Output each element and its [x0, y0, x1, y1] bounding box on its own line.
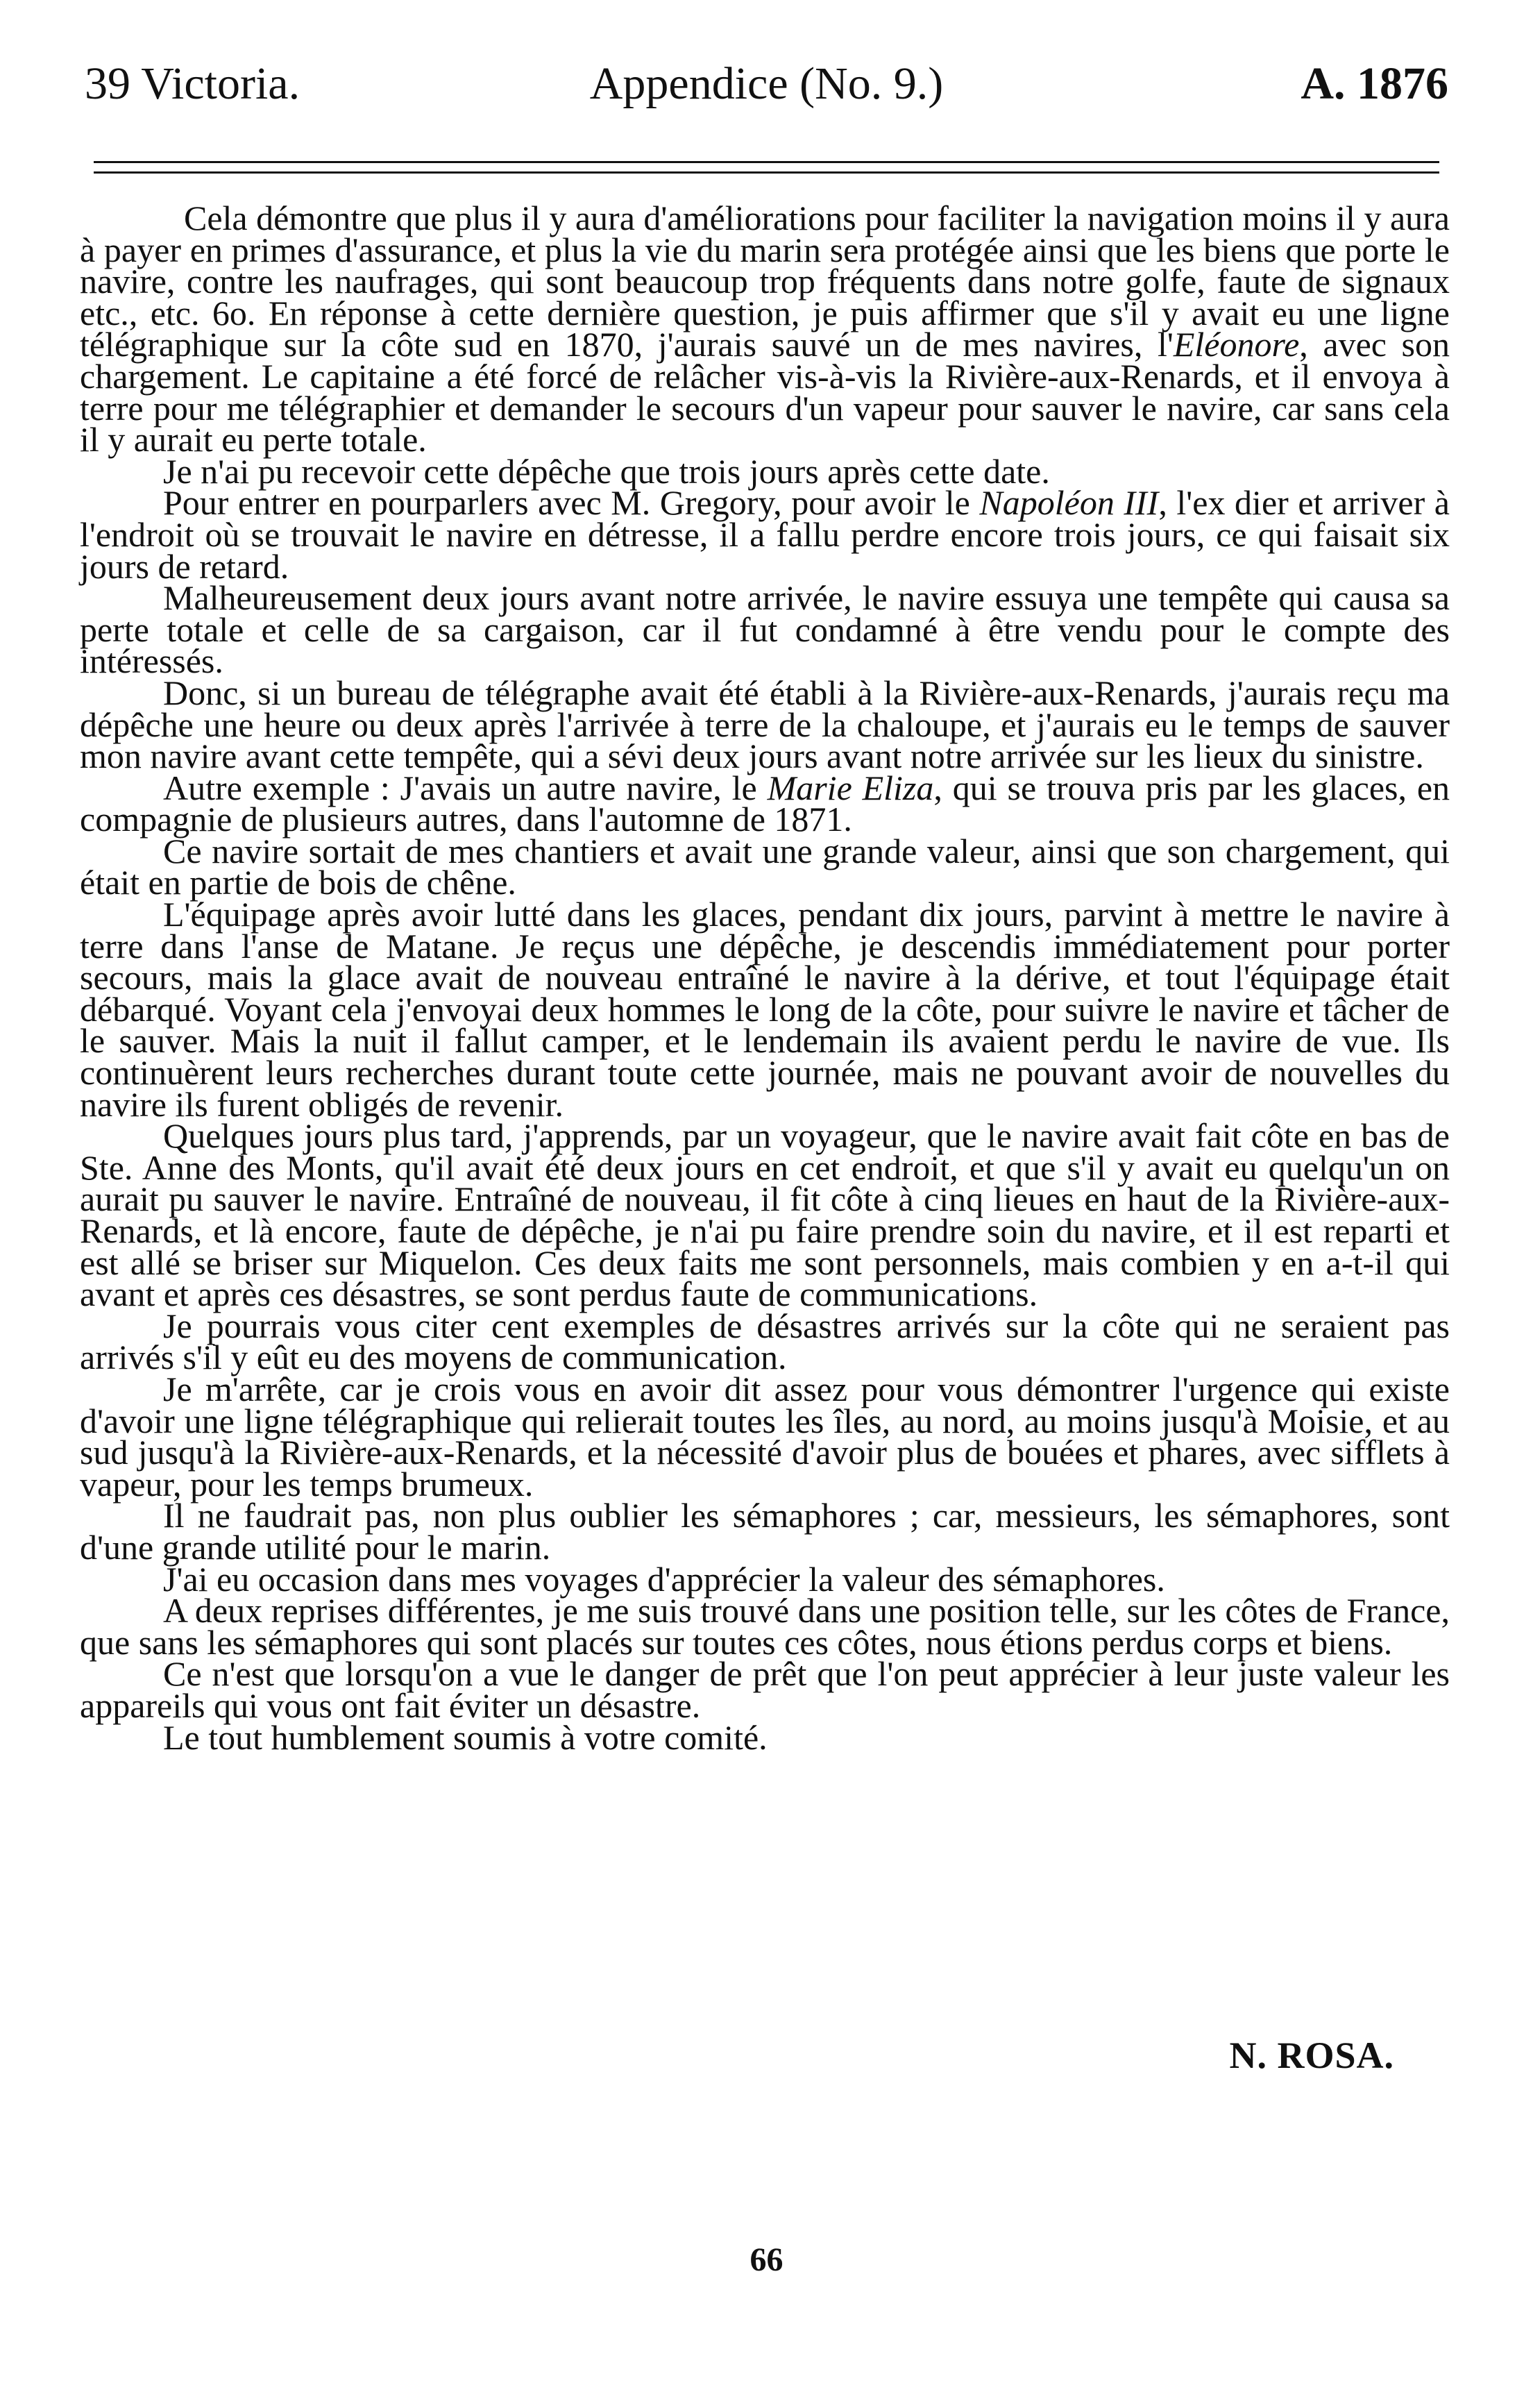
paragraph-text: Cela démontre que plus il y aura d'améliorations pour faciliter la navigation moins il y aura à payer en primes d'assurance, et plus la vie du marin sera protégée ainsi que les biens que porte le navire, contre les naufrages, qui sont beaucoup trop fréquents dans notre golfe, faute de signaux etc., etc. 6o. En réponse à cette dernière question, je puis affirmer que s'il y avait eu une ligne télégraphique sur la côte sud en 1870, j'aurais sauvé un de mes navires, l': [80, 199, 1450, 364]
paragraph-text: , l'ex dier et arriver à l'endroit où se trouvait le navire en détresse, il a fallu perdre encore trois jours, ce qui faisait six jours de retard.: [80, 483, 1450, 586]
paragraph-4: Malheureusement deux jours avant notre arrivée, le navire essuya une tempête qui causa sa perte totale et celle de sa cargaison, car il fut condamné à être vendu pour le compte des intéressés.: [80, 578, 1450, 681]
page-header: [85, 46, 1448, 122]
paragraph-16: Le tout humblement soumis à votre comité.: [163, 1717, 768, 1757]
letter-body: [80, 199, 1450, 1757]
paragraph-13: J'ai eu occasion dans mes voyages d'apprécier la valeur des sémaphores.: [163, 1559, 1165, 1599]
paragraph-3: [80, 483, 1450, 586]
ship-name: Napoléon III: [979, 483, 1159, 523]
paragraph-10: Je pourrais vous citer cent exemples de désastres arrivés sur la côte qui ne seraient pas arrivés s'il y eût eu des moyens de communication.: [80, 1306, 1450, 1377]
paragraph-2: Je n'ai pu recevoir cette dépêche que trois jours après cette date.: [163, 451, 1050, 491]
paragraph-7: Ce navire sortait de mes chantiers et avait une grande valeur, ainsi que son chargement, qui était en partie de bois de chêne.: [80, 831, 1450, 902]
paragraph-15: Ce n'est que lorsqu'on a vue le danger de prêt que l'on peut apprécier à leur juste valeur les appareils qui vous ont fait éviter un désastre.: [80, 1654, 1450, 1725]
paragraph-8: L'équipage après avoir lutté dans les glaces, pendant dix jours, parvint à mettre le navire à terre dans l'anse de Matane. Je reçus une dépêche, je descendis immédiatement pour porter secours, mais la glace avait de nouveau entraîné le navire à la dérive, et tout l'équipage était débarqué. Voyant cela j'envoyai deux hommes le long de la côte, pour suivre le navire et tâcher de le sauver. Mais la nuit il fallut camper, et le lendemain ils avaient perdu le navire de vue. Ils continuèrent leurs recherches durant toute cette journée, mais ne pouvant avoir de nouvelles du navire ils furent obligés de revenir.: [80, 895, 1450, 1124]
paragraph-12: Il ne faudrait pas, non plus oublier les sémaphores ; car, messieurs, les sémaphores, sont d'une grande utilité pour le marin.: [80, 1496, 1450, 1567]
paragraph-text: , qui se trouva pris par les glaces, en compagnie de plusieurs autres, dans l'automne de 1871.: [80, 768, 1450, 839]
paragraph-9: Quelques jours plus tard, j'apprends, par un voyageur, que le navire avait fait côte en bas de Ste. Anne des Monts, qu'il avait été deux jours en cet endroit, et que s'il y avait eu quelqu'un on aurait pu sauver le navire. Entraîné de nouveau, il fit côte à cinq lieues en haut de la Rivière-aux-Renards, et là encore, faute de dépêche, je n'ai pu faire prendre soin du navire, et il est reparti et est allé se briser sur Miquelon. Ces deux faits me sont personnels, mais combien y en a-t-il qui avant et après ces désastres, se sont perdus faute de communications.: [80, 1116, 1450, 1314]
paragraph-6: [80, 768, 1450, 839]
ship-name: Marie Eliza: [767, 768, 934, 807]
paragraph-text: Pour entrer en pourparlers avec M. Gregory, pour avoir le: [163, 483, 980, 523]
paragraph-14: A deux reprises différentes, je me suis trouvé dans une position telle, sur les côtes de France, que sans les sémaphores qui sont placés sur toutes ces côtes, nous étions perdus corps et biens.: [80, 1591, 1450, 1662]
paragraph-11: Je m'arrête, car je crois vous en avoir dit assez pour vous démontrer l'urgence qui existe d'avoir une ligne télégraphique qui relierait toutes les îles, au nord, au moins jusqu'à Moisie, et au sud jusqu'à la Rivière-aux-Renards, et la nécessité d'avoir plus de bouées et phares, avec sifflets à vapeur, pour les temps brumeux.: [80, 1369, 1450, 1504]
signature: N. ROSA.: [1229, 2035, 1394, 2076]
ship-name: Eléonore: [1173, 325, 1300, 364]
page-number: 66: [749, 2241, 784, 2278]
header-session: 39 Victoria.: [85, 58, 300, 109]
paragraph-text: , avec son chargement. Le capitaine a été forcé de relâcher vis-à-vis la Rivière-aux-Renards, et il envoya à terre pour me télégraphier et demander le secours d'un vapeur pour sauver le navire, car sans cela il y aurait eu perte totale.: [80, 325, 1450, 460]
header-rule: [94, 161, 1439, 174]
paragraph-text: Autre exemple : J'avais un autre navire, le: [163, 768, 768, 807]
header-year: A. 1876: [1301, 58, 1448, 109]
paragraph-5: Donc, si un bureau de télégraphe avait été établi à la Rivière-aux-Renards, j'aurais reçu ma dépêche une heure ou deux après l'arrivée à terre de la chaloupe, et j'aurais eu le temps de sauver mon navire avant cette tempête, qui a sévi deux jours avant notre arrivée sur les lieux du sinistre.: [80, 673, 1450, 776]
paragraph-1: [80, 199, 1450, 460]
header-appendix: Appendice (No. 9.): [589, 58, 944, 109]
